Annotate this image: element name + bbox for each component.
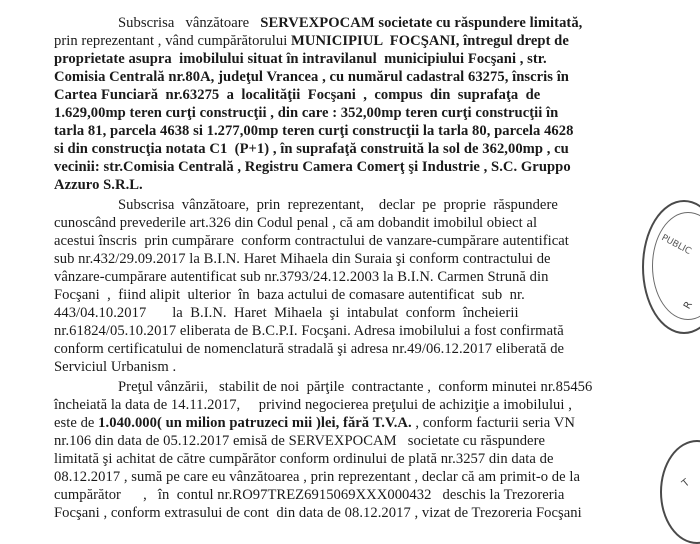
text-line: Subscrisa vânzătoare SERVEXPOCAM societate cu răspundere limitată, xyxy=(118,15,583,31)
text-line: prin reprezentant , vând cumpărătorului MUNICIPIUL FOCŞANI, întregul drept de xyxy=(54,33,569,49)
text-line: Azzuro S.R.L. xyxy=(54,177,143,193)
text-line: limitată şi achitat de către cumpărător conform ordinului de plată nr.3257 din data de xyxy=(54,451,554,467)
text-line: proprietate asupra imobilului situat în intravilanul municipiului Focşani , str. xyxy=(54,51,547,67)
text-line: Comisia Centrală nr.80A, judeţul Vrancea , cu numărul cadastral 63275, înscris în xyxy=(54,69,569,85)
text-line: tarla 81, parcela 4638 si 1.277,00mp teren curţi construcţii la tarla 80, parcela 4628 xyxy=(54,123,574,139)
stamp-mark: R xyxy=(681,299,695,312)
text-line: nr.106 din data de 05.12.2017 emisă de SERVEXPOCAM societate cu răspundere xyxy=(54,433,546,449)
text-line: este de 1.040.000( un milion patruzeci mii )lei, fără T.V.A. , conform facturii seria VN xyxy=(54,415,575,431)
text-line: 08.12.2017 , sumă pe care eu vânzătoarea , prin reprezentant , declar că am primit-o de la xyxy=(54,469,580,485)
text-line: 1.629,00mp teren curţi construcţii , din care : 352,00mp teren curţi construcţii în xyxy=(54,105,559,121)
text-line: vânzare-cumpărare autentificat sub nr.3793/24.12.2003 la B.I.N. Carmen Strună din xyxy=(54,269,549,285)
text-line: conform certificatului de nomenclatură stradală şi adresa nr.49/06.12.2017 eliberată de xyxy=(54,341,565,357)
text-line: vecinii: str.Comisia Centrală , Registru Camera Comerţ şi Industrie , S.C. Gruppo xyxy=(54,159,571,175)
text-line: acestui înscris prin cumpărare conform contractului de vanzare-cumpărare autentificat xyxy=(54,233,569,249)
text-line: Subscrisa vânzătoare, prin reprezentant, declar pe proprie răspundere xyxy=(118,197,558,213)
text-line: sub nr.432/29.09.2017 la B.I.N. Haret Mihaela din Suraia şi conform contractului de xyxy=(54,251,551,267)
text-line: si din construcţia notata C1 (P+1) , în suprafaţă construită la sol de 362,00mp , cu xyxy=(54,141,569,157)
text-line: nr.61824/05.10.2017 eliberata de B.C.P.I. Focşani. Adresa imobilului a fost confirmată xyxy=(54,323,564,339)
text-line: încheiată la data de 14.11.2017, privind negocierea preţului de achiziţie a imobilului , xyxy=(54,397,572,413)
stamp-mark: T xyxy=(680,477,692,490)
stamp-text: PUBLIC xyxy=(659,233,693,257)
text-line: Focşani , conform extrasului de cont din data de 08.12.2017 , vizat de Trezoreria Focşani xyxy=(54,505,582,521)
notary-stamp-bottom xyxy=(660,440,700,544)
text-line: 443/04.10.2017 la B.I.N. Haret Mihaela şi intabulat conform încheierii xyxy=(54,305,519,321)
text-line: Focşani , fiind alipit ulterior în baza actului de comasare autentificat sub nr. xyxy=(54,287,525,303)
text-line: Preţul vânzării, stabilit de noi părţile contractante , conform minutei nr.85456 xyxy=(118,379,593,395)
text-line: cumpărător , în contul nr.RO97TREZ6915069XXX000432 deschis la Trezoreria xyxy=(54,487,565,503)
text-line: Cartea Funciară nr.63275 a localităţii Focşani , compus din suprafaţa de xyxy=(54,87,541,103)
text-line: cunoscând prevederile art.326 din Codul penal , că am dobandit imobilul obiect al xyxy=(54,215,538,231)
text-line: Serviciul Urbanism . xyxy=(54,359,177,375)
